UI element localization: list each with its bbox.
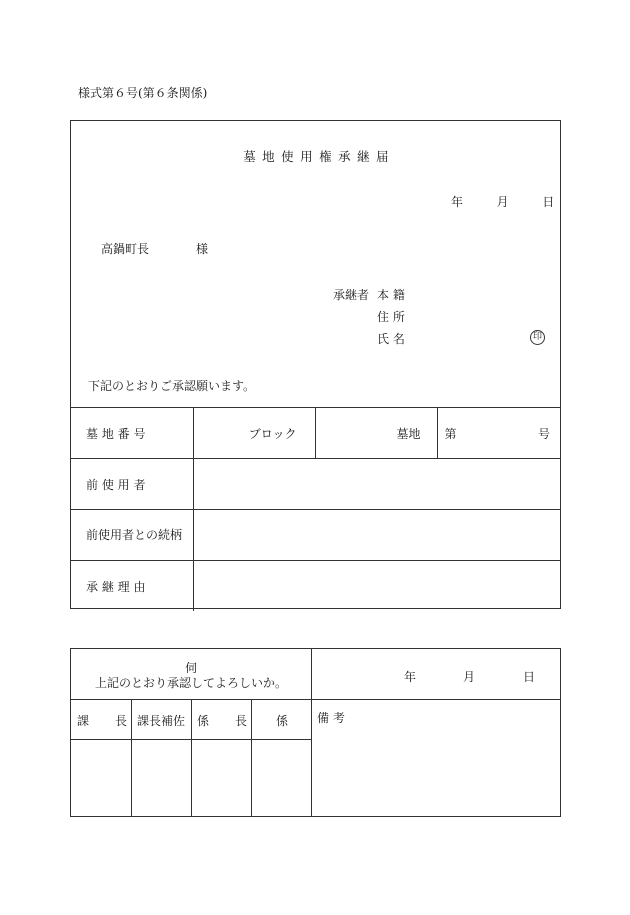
section-chief-stamp-box[interactable] <box>71 740 131 816</box>
staff-stamp-box[interactable] <box>252 740 311 816</box>
request-text: 下記のとおりご承認願います。 <box>88 379 256 393</box>
section-chief-label: 課 長 <box>77 714 127 728</box>
divider <box>311 649 312 816</box>
applicant-label: 承継者 <box>333 288 370 302</box>
plot-number-label: 墓 地 番 号 <box>71 408 193 459</box>
application-form <box>70 120 561 609</box>
divider <box>71 699 560 700</box>
number-suffix: 号 <box>537 426 550 441</box>
staff-label: 係 <box>276 714 289 728</box>
ukagai-heading <box>71 661 311 691</box>
succession-reason-field[interactable] <box>193 561 560 612</box>
relationship-label: 前使用者との続柄 <box>71 510 193 561</box>
approval-date-year: 年 <box>404 670 417 684</box>
table-row <box>71 408 560 459</box>
domicile-label: 本 籍 <box>377 288 405 302</box>
table-row <box>71 561 560 612</box>
previous-user-field[interactable] <box>193 459 560 510</box>
succession-reason-label: 承 継 理 由 <box>71 561 193 612</box>
number-prefix: 第 <box>444 426 457 441</box>
plot-label: 墓地 <box>396 426 421 441</box>
date-year: 年 <box>451 195 464 209</box>
form-number-label: 様式第６号(第６条関係) <box>78 86 208 100</box>
remarks-label: 備 考 <box>317 711 345 725</box>
date-day: 日 <box>542 195 555 209</box>
approval-date-month: 月 <box>463 670 476 684</box>
table-row <box>71 459 560 510</box>
addressee-honorific: 様 <box>196 242 209 256</box>
date-line <box>451 193 554 210</box>
subsection-chief-label: 係 長 <box>197 714 247 728</box>
block-label: ブロック <box>248 426 297 441</box>
date-month: 月 <box>496 195 509 209</box>
details-table <box>71 407 560 611</box>
relationship-field[interactable] <box>193 510 560 561</box>
name-label: 氏 名 <box>377 332 405 346</box>
plot-field[interactable] <box>315 408 437 459</box>
block-field[interactable] <box>193 408 315 459</box>
approval-date-day: 日 <box>523 670 536 684</box>
ukagai-text: 上記のとおり承認してよろしいか。 <box>94 676 287 690</box>
address-label: 住 所 <box>377 310 405 324</box>
number-field[interactable] <box>437 408 560 459</box>
previous-user-label: 前 使 用 者 <box>71 459 193 510</box>
subsection-chief-stamp-box[interactable] <box>192 740 251 816</box>
approval-box <box>70 648 561 817</box>
seal-mark: 印 <box>530 330 545 345</box>
deputy-chief-stamp-box[interactable] <box>132 740 191 816</box>
form-title: 墓 地 使 用 権 承 継 届 <box>243 149 390 164</box>
addressee: 高鍋町長 <box>101 242 150 256</box>
ukagai-label: 伺 <box>184 661 197 675</box>
table-row <box>71 510 560 561</box>
deputy-chief-label: 課長補佐 <box>137 714 186 728</box>
